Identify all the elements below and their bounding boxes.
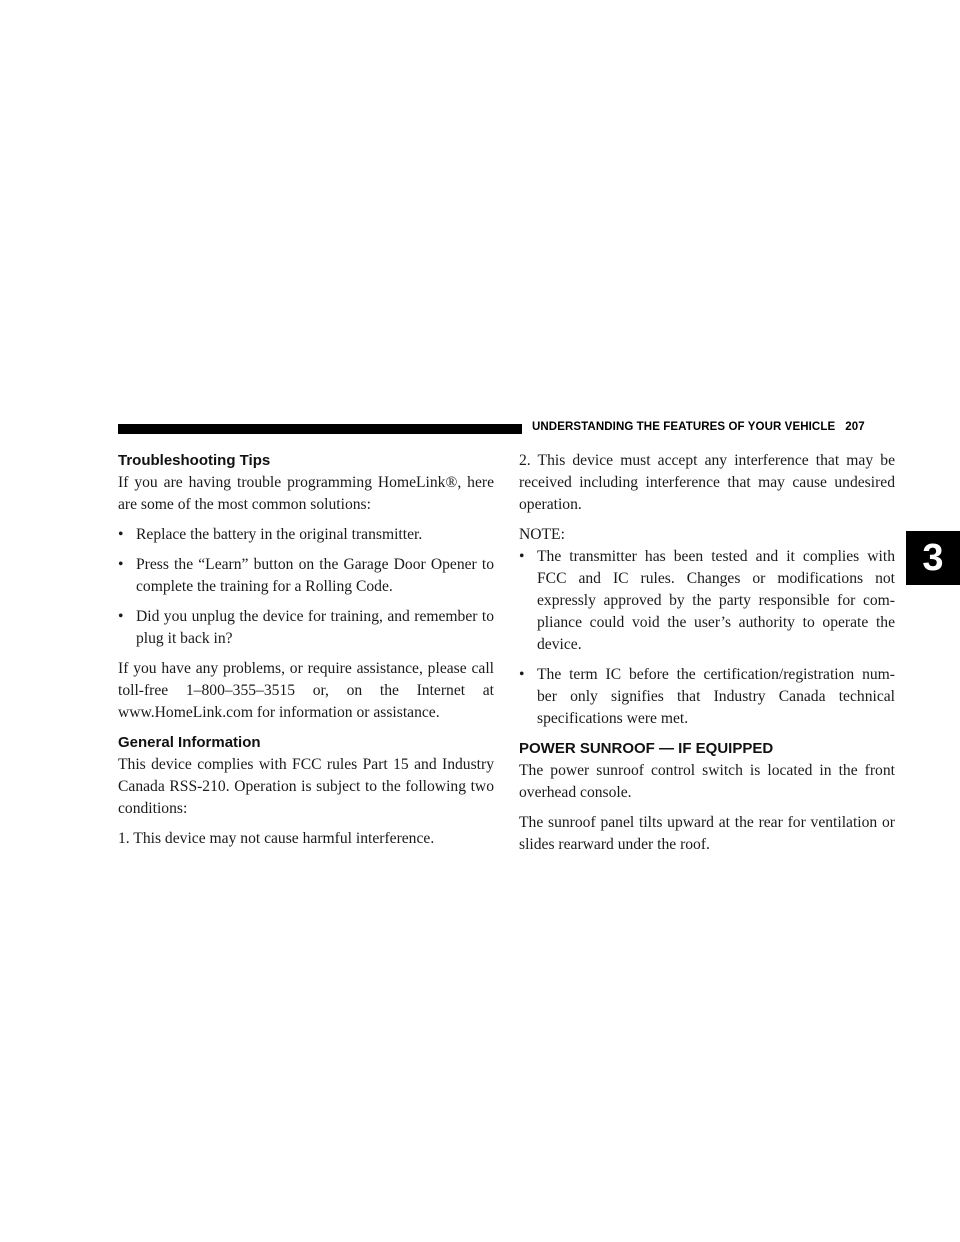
bullet-icon: • <box>519 548 525 565</box>
bullet-icon: • <box>118 556 124 573</box>
bullet-icon: • <box>118 526 124 543</box>
note-label: NOTE: <box>519 526 565 543</box>
section-title: UNDERSTANDING THE FEATURES OF YOUR VEHICLE <box>532 421 836 433</box>
page-number: 207 <box>845 421 865 433</box>
right-column <box>519 450 895 864</box>
header-rule <box>118 424 522 434</box>
sunroof-paragraph-1: The power sunroof control switch is located in the front overhead console. <box>519 762 895 801</box>
troubleshooting-intro: If you are having trouble programming HomeLink®, here are some of the most common solutions: <box>118 474 494 513</box>
bullet-icon: • <box>118 608 124 625</box>
list-item-text: Press the “Learn” button on the Garage Door Opener to complete the training for a Rolling Code. <box>136 556 494 595</box>
assistance-paragraph: If you have any problems, or require assistance, please call toll-free 1–800–355–3515 or, on the Internet at www.HomeLink.com for information or assistance. <box>118 660 494 721</box>
list-item-text: Did you unplug the device for training, and remember to plug it back in? <box>136 608 494 647</box>
general-information-heading: General Information <box>118 734 261 751</box>
running-header <box>532 421 865 433</box>
list-item <box>118 606 494 650</box>
chapter-tab: 3 <box>906 531 960 585</box>
sunroof-paragraph-2: The sunroof panel tilts upward at the rear for ventilation or slides rearward under the roof. <box>519 814 895 853</box>
troubleshooting-heading: Troubleshooting Tips <box>118 452 271 469</box>
general-information-paragraph: This device complies with FCC rules Part 15 and Industry Canada RSS-210. Operation is subject to the following two conditions: <box>118 756 494 817</box>
list-item-text: The term IC before the certification/registration num- ber only signifies that Industry Canada technical specifications were met. <box>537 666 895 727</box>
sunroof-heading: POWER SUNROOF — IF EQUIPPED <box>519 740 774 757</box>
condition-2: 2. This device must accept any interference that may be received including interference that may cause undesired operation. <box>519 452 895 513</box>
list-item <box>118 524 494 546</box>
list-item-text: Replace the battery in the original transmitter. <box>136 526 423 543</box>
condition-1: 1. This device may not cause harmful interference. <box>118 830 435 847</box>
list-item <box>519 546 895 656</box>
list-item <box>519 664 895 730</box>
list-item <box>118 554 494 598</box>
left-column <box>118 450 494 858</box>
list-item-text: The transmitter has been tested and it complies with FCC and IC rules. Changes or modifications not expressly approved by the party responsible for com- pliance could void the user’s authority to operate the device. <box>537 548 895 653</box>
bullet-icon: • <box>519 666 525 683</box>
